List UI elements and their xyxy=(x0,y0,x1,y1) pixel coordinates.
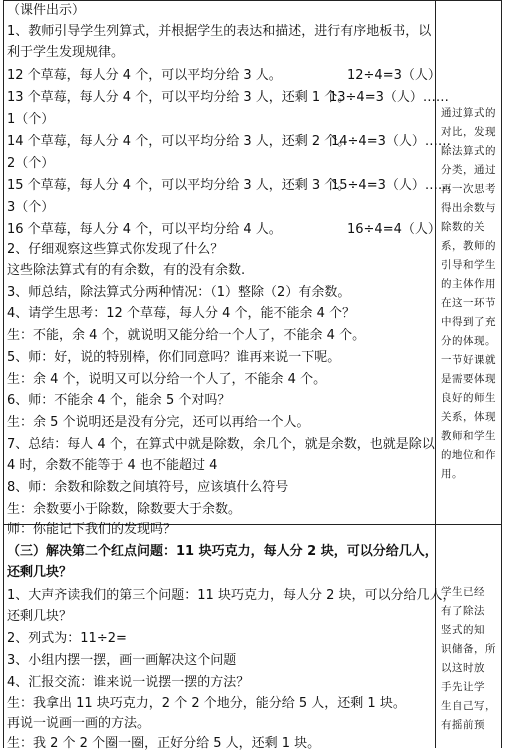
text-line: 还剩几块？ xyxy=(7,609,73,624)
text-line: 14 个草莓，每人分 4 个，可以平均分给 3 人，还剩 2 个。 xyxy=(7,134,351,149)
text-line: 生：不能，余 4 个，就说明又能分给一个人了，不能余 4 个。 xyxy=(7,328,366,343)
comment-line: 有了除法 xyxy=(441,605,485,617)
comment-line: 分的体现。 xyxy=(441,335,496,347)
text-line: 2、仔细观察这些算式你发现了什么？ xyxy=(7,242,224,257)
text-line: 2、列式为：11÷2= xyxy=(7,631,127,646)
comment-line: 用。 xyxy=(441,468,463,480)
text-line: 4、汇报交流：谁来说一说摆一摆的方法？ xyxy=(7,675,250,690)
comment-line: 中得到了充 xyxy=(441,316,496,328)
text-line: 1（个） xyxy=(7,112,55,127)
comment-line: 分类，通过 xyxy=(441,164,496,176)
equation: 15÷4=3（人）…… xyxy=(331,178,451,193)
comment-line: 再一次思考 xyxy=(441,183,496,195)
text-line: 4 时，余数不能等于 4 也不能超过 4 xyxy=(7,458,218,473)
comment-line: 的地位和作 xyxy=(441,449,496,461)
comment-line: 竖式的知 xyxy=(441,624,485,636)
text-line: 师：你能记下我们的发现吗？ xyxy=(7,522,177,537)
table-column-divider xyxy=(435,0,436,748)
comment-line: 生自己写， xyxy=(441,700,496,712)
comment-line: 系，教师的 xyxy=(441,240,496,252)
comment-line: 学生已经 xyxy=(441,586,485,598)
comment-line: 得出余数与 xyxy=(441,202,496,214)
text-line: 13 个草莓，每人分 4 个，可以平均分给 3 人，还剩 1 个。 xyxy=(7,90,351,105)
text-line: 生：余 5 个说明还是没有分完，还可以再给一个人。 xyxy=(7,415,310,430)
text-line: 生：我 2 个 2 个圈一圈，正好分给 5 人，还剩 1 块。 xyxy=(7,736,321,751)
comment-line: 以这时放 xyxy=(441,662,485,674)
comment-line: 教师和学生 xyxy=(441,430,496,442)
comment-line: 有摇前预 xyxy=(441,719,485,731)
comment-line: 识储备，所 xyxy=(441,643,496,655)
text-line: 利于学生发现规律。 xyxy=(7,45,125,60)
text-line: 这些除法算式有的有余数，有的没有余数. xyxy=(7,263,246,278)
comment-line: 关系，体现 xyxy=(441,411,496,423)
text-line: 1、大声齐读我们的第三个问题：11 块巧克力，每人分 2 块，可以分给几人， xyxy=(7,588,456,603)
text-line: 再说一说画一画的方法。 xyxy=(7,716,151,731)
comment-line: 在这一环节 xyxy=(441,297,496,309)
text-line: 15 个草莓，每人分 4 个，可以平均分给 3 人，还剩 3 个。 xyxy=(7,178,351,193)
text-line: 5、师：好，说的特别棒，你们同意吗？谁再来说一下呢。 xyxy=(7,350,341,365)
section-heading: 还剩几块？ xyxy=(7,565,73,580)
section-heading: （三）解决第二个红点问题：11 块巧克力，每人分 2 块，可以分给几人， xyxy=(7,544,438,559)
comment-line: 引导和学生 xyxy=(441,259,496,271)
equation: 16÷4=4（人） xyxy=(347,222,441,237)
text-line: 16 个草莓，每人分 4 个，可以平均分给 4 人。 xyxy=(7,222,282,237)
text-line: 3、师总结，除法算式分两种情况：（1）整除（2）有余数。 xyxy=(7,285,351,300)
text-line: 6、师：不能余 4 个，能余 5 个对吗？ xyxy=(7,393,231,408)
comment-line: 除法算式的 xyxy=(441,145,496,157)
text-line: 3（个） xyxy=(7,200,55,215)
comment-line: 良好的师生 xyxy=(441,392,496,404)
text-line: 生：余 4 个，说明又可以分给一个人了，不能余 4 个。 xyxy=(7,372,327,387)
comment-line: 一节好课就 xyxy=(441,354,496,366)
comment-line: 的主体作用 xyxy=(441,278,496,290)
comment-line: 手先让学 xyxy=(441,681,485,693)
text-line: 7、总结：每人 4 个，在算式中就是除数，余几个，就是余数，也就是除以 xyxy=(7,437,435,452)
text-line: 1、教师引导学生列算式，并根据学生的表达和描述，进行有序地板书，以 xyxy=(7,24,432,39)
equation: 14÷4=3（人）…… xyxy=(331,134,451,149)
equation: 13÷4=3（人）…… xyxy=(329,90,449,105)
text-line: 生：我拿出 11 块巧克力，2 个 2 个地分，能分给 5 人，还剩 1 块。 xyxy=(7,696,406,711)
equation: 12÷4=3（人） xyxy=(347,68,441,83)
text-line: 3、小组内摆一摆，画一画解决这个问题 xyxy=(7,653,237,668)
text-line: 2（个） xyxy=(7,156,55,171)
comment-line: 对比，发现 xyxy=(441,126,496,138)
comment-line: 除数的关 xyxy=(441,221,485,233)
comment-line: 是需要体现 xyxy=(441,373,496,385)
text-line: 8、师：余数和除数之间填符号，应该填什么符号 xyxy=(7,480,289,495)
text-line: 4、请学生思考：12 个草莓，每人分 4 个，能不能余 4 个？ xyxy=(7,306,356,321)
text-line: 生：余数要小于除数，除数要大于余数。 xyxy=(7,502,242,517)
lesson-plan-page xyxy=(3,0,503,751)
text-line: 12 个草莓，每人分 4 个，可以平均分给 3 人。 xyxy=(7,68,282,83)
comment-line: 通过算式的 xyxy=(441,107,496,119)
text-line: （课件出示） xyxy=(7,3,86,18)
